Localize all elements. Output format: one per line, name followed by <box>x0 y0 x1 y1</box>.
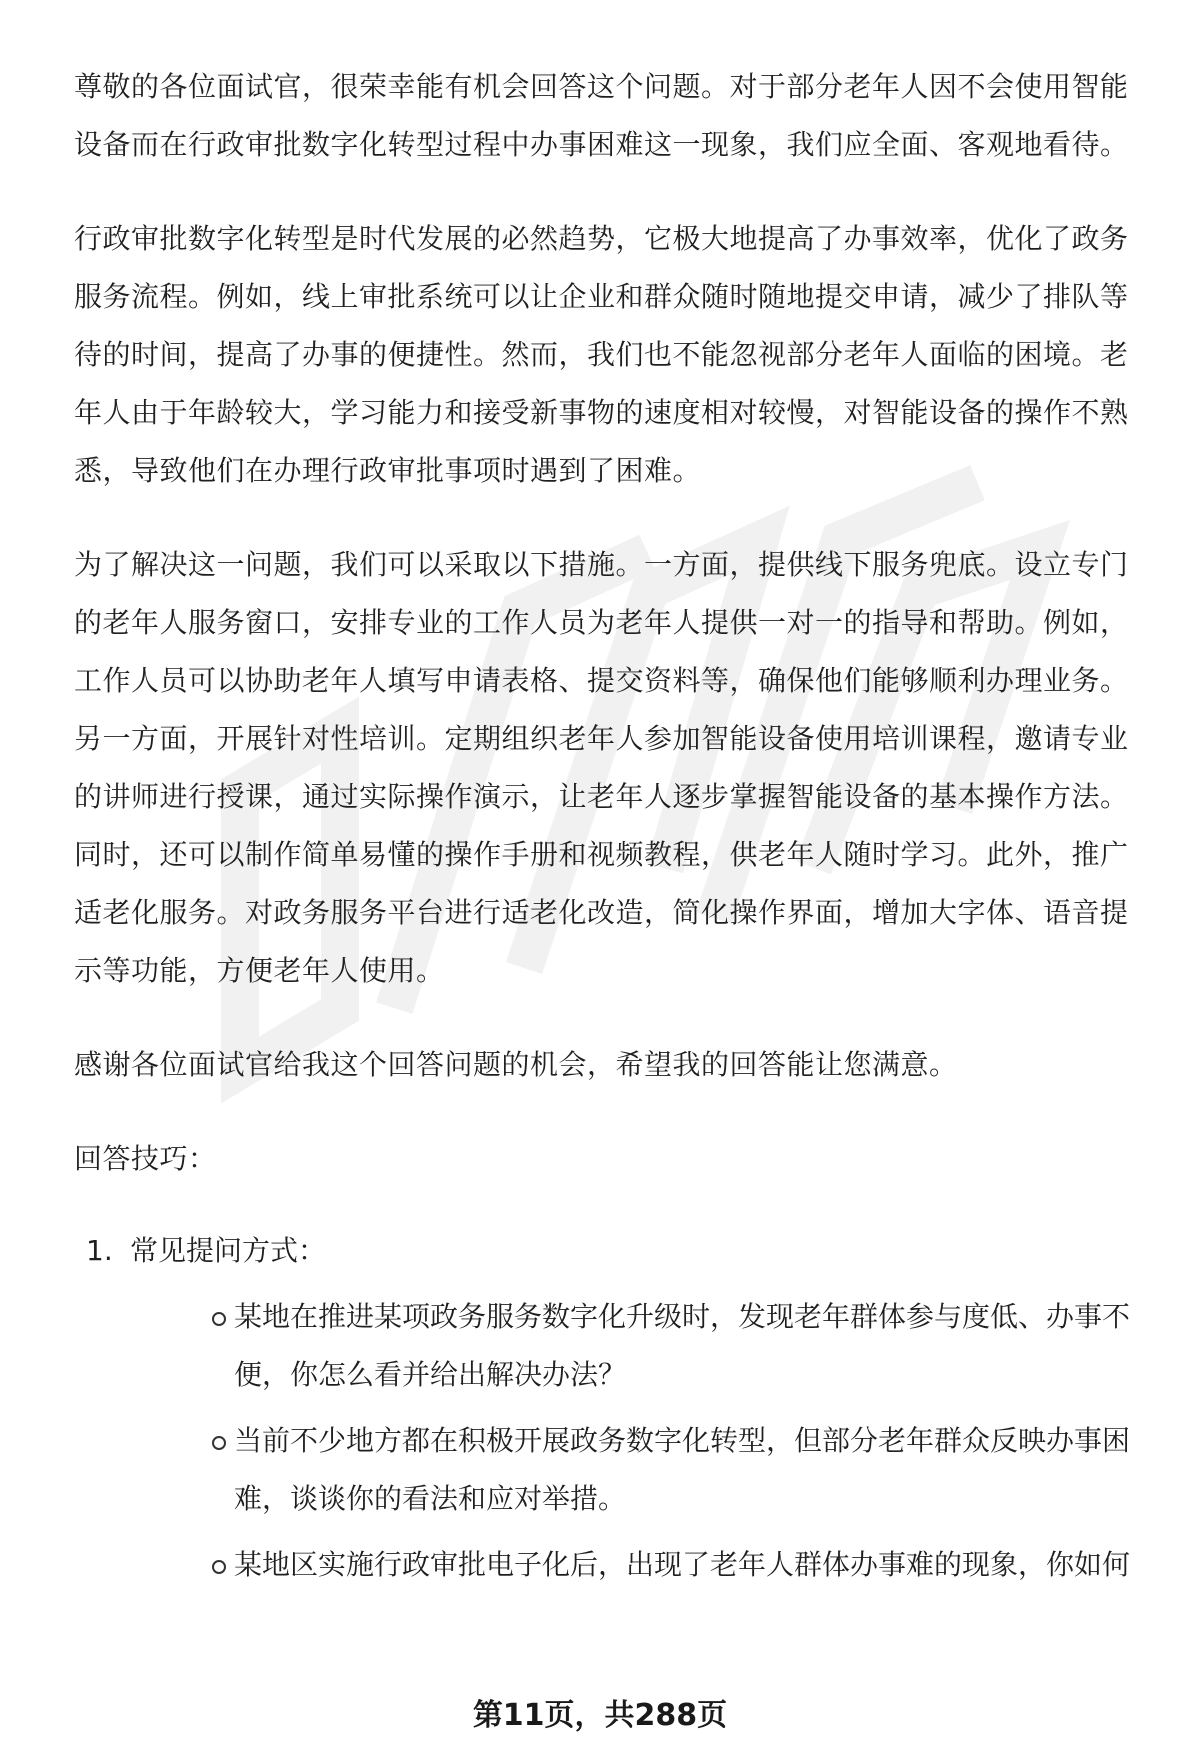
list-item <box>130 1288 1154 1404</box>
tips-heading: 回答技巧： <box>74 1142 217 1175</box>
list-item <box>130 1536 1154 1594</box>
page-number-footer: 第11页，共288页 <box>472 1698 728 1733</box>
question-example-text: 某地区实施行政审批电子化后，出现了老年人群体办事难的现象，你如何 <box>234 1548 1131 1581</box>
tips-list <box>74 1222 1154 1594</box>
circle-bullet-icon <box>212 1560 226 1574</box>
tips-item-question-styles <box>74 1222 1154 1594</box>
question-examples-list <box>130 1288 1154 1594</box>
tips-item-label: 常见提问方式： <box>130 1234 327 1267</box>
paragraph-closing: 感谢各位面试官给我这个回答问题的机会，希望我的回答能让您满意。 <box>74 1048 958 1081</box>
document-body <box>74 58 1154 1602</box>
paragraph-intro: 尊敬的各位面试官，很荣幸能有机会回答这个问题。对于部分老年人因不会使用智能设备而在行政审批数字化转型过程中办事困难这一现象，我们应全面、客观地看待。 <box>74 70 1129 161</box>
paragraph-measures: 为了解决这一问题，我们可以采取以下措施。一方面，提供线下服务兜底。设立专门的老年人服务窗口，安排专业的工作人员为老年人提供一对一的指导和帮助。例如，工作人员可以协助老年人填写申请表格、提交资料等，确保他们能够顺利办理业务。另一方面，开展针对性培训。定期组织老年人参加智能设备使用培训课程，邀请专业的讲师进行授课，通过实际操作演示，让老年人逐步掌握智能设备的基本操作方法。同时，还可以制作简单易懂的操作手册和视频教程，供老年人随时学习。此外，推广适老化服务。对政务服务平台进行适老化改造，简化操作界面，增加大字体、语音提示等功能，方便老年人使用。 <box>74 548 1129 987</box>
list-item <box>130 1412 1154 1528</box>
question-example-text: 某地在推进某项政务服务数字化升级时，发现老年群体参与度低、办事不便，你怎么看并给出解决办法？ <box>234 1300 1131 1391</box>
paragraph-analysis: 行政审批数字化转型是时代发展的必然趋势，它极大地提高了办事效率，优化了政务服务流程。例如，线上审批系统可以让企业和群众随时随地提交申请，减少了排队等待的时间，提高了办事的便捷性。然而，我们也不能忽视部分老年人面临的困境。老年人由于年龄较大，学习能力和接受新事物的速度相对较慢，对智能设备的操作不熟悉，导致他们在办理行政审批事项时遇到了困难。 <box>74 222 1129 487</box>
circle-bullet-icon <box>212 1436 226 1450</box>
tips-item-number: 1. <box>86 1234 113 1267</box>
question-example-text: 当前不少地方都在积极开展政务数字化转型，但部分老年群众反映办事困难，谈谈你的看法和应对举措。 <box>234 1424 1131 1515</box>
circle-bullet-icon <box>212 1312 226 1326</box>
